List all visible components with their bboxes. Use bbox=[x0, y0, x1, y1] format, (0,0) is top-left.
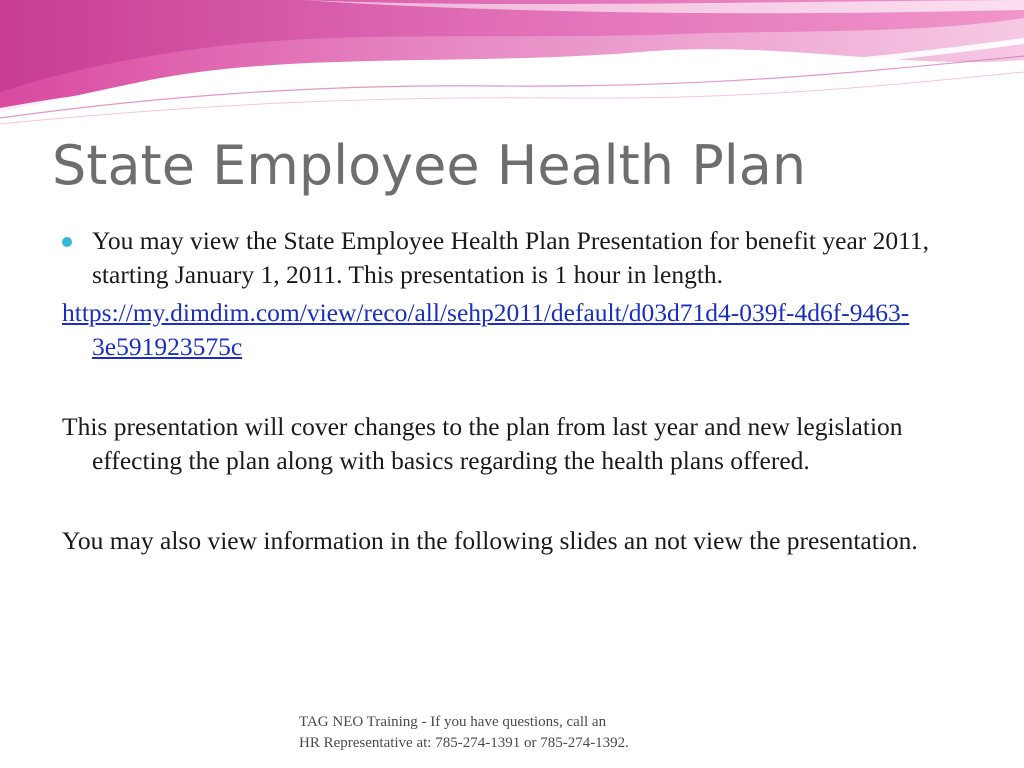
slide-title: State Employee Health Plan bbox=[52, 134, 807, 197]
coverage-paragraph: This presentation will cover changes to the plan from last year and new legislation effecting the plan along with basics regarding the health plans offered. bbox=[62, 412, 903, 475]
decorative-header-wave bbox=[0, 0, 1024, 130]
bullet-text: You may view the State Employee Health Plan Presentation for benefit year 2011, starting January 1, 2011. This presentation is 1 hour in length. bbox=[92, 226, 930, 289]
slide-body bbox=[62, 224, 962, 558]
slide-footer bbox=[299, 712, 719, 754]
footer-line-2: HR Representative at: 785-274-1391 or 785-274-1392. bbox=[299, 735, 629, 751]
alternative-paragraph: You may also view information in the following slides an not view the presentation. bbox=[62, 526, 918, 555]
bullet-item bbox=[62, 224, 962, 292]
presentation-link[interactable]: https://my.dimdim.com/view/reco/all/sehp2011/default/d03d71d4-039f-4d6f-9463-3e591923575c bbox=[62, 298, 910, 361]
presentation-link-paragraph bbox=[62, 296, 962, 364]
footer-line-1: TAG NEO Training - If you have questions, call an bbox=[299, 714, 607, 730]
bullet-dot-icon bbox=[62, 237, 72, 247]
